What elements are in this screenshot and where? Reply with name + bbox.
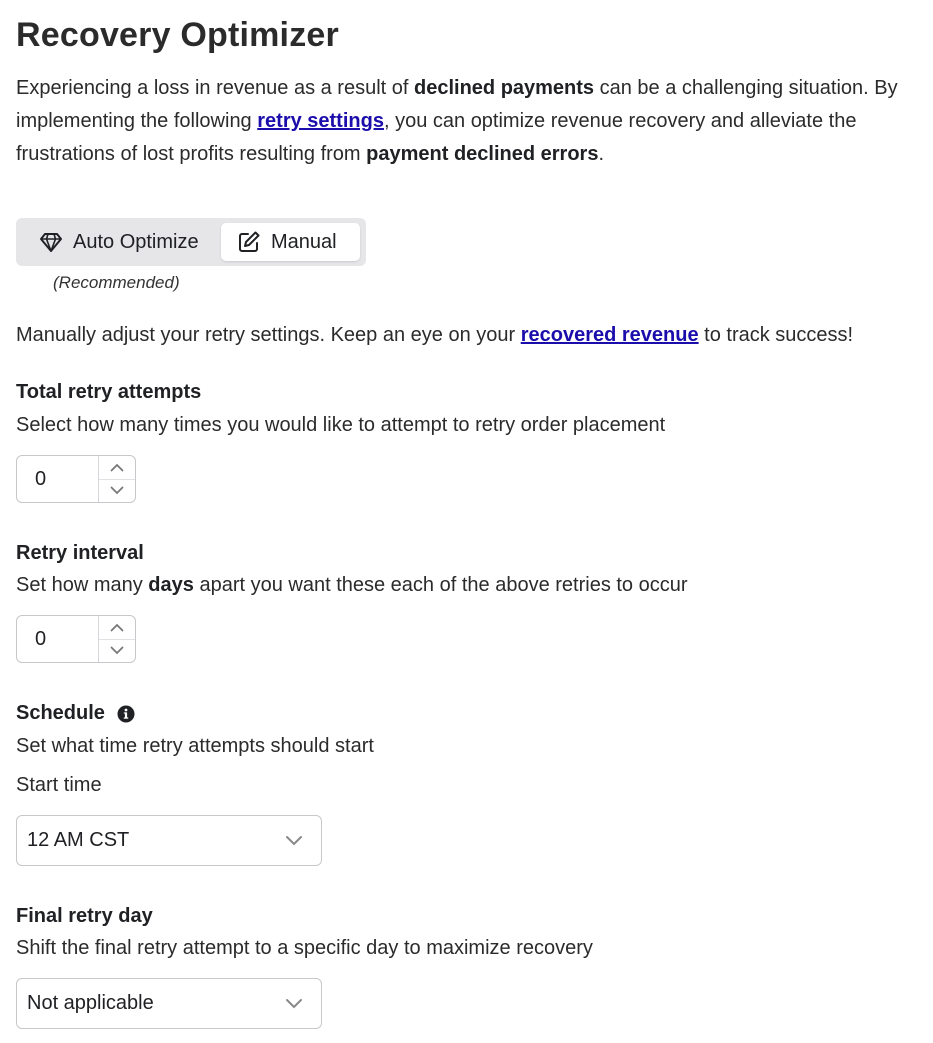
edit-icon (237, 230, 261, 254)
total-retry-increment-button[interactable] (99, 456, 135, 479)
chevron-down-icon (285, 998, 303, 1009)
chevron-up-icon (110, 463, 124, 472)
schedule-description: Set what time retry attempts should start (16, 735, 374, 757)
auto-optimize-label: Auto Optimize (73, 230, 199, 253)
intro-bold-payment-declined-errors: payment declined errors (366, 143, 599, 165)
intro-text-1: Experiencing a loss in revenue as a result of (16, 77, 414, 99)
manual-note (16, 324, 853, 347)
retry-interval-desc-2: apart you want these each of the above retries to occur (193, 574, 688, 596)
final-retry-select[interactable] (16, 978, 322, 1029)
start-time-label: Start time (16, 774, 102, 796)
manual-button[interactable] (221, 223, 360, 261)
total-retry-decrement-button[interactable] (99, 479, 135, 503)
retry-interval-value[interactable]: 0 (35, 627, 47, 650)
retry-interval-description (16, 574, 688, 597)
chevron-up-icon (110, 623, 124, 632)
intro-text-2: can be a challenging situation. By implementing the following (16, 77, 898, 132)
intro-paragraph (16, 72, 926, 171)
retry-interval-desc-1: Set how many (16, 574, 149, 596)
retry-interval-increment-button[interactable] (99, 616, 135, 639)
final-retry-value: Not applicable (27, 992, 154, 1014)
final-retry-title: Final retry day (16, 905, 153, 927)
mode-toggle (16, 218, 366, 266)
recommended-note: (Recommended) (53, 273, 180, 292)
chevron-down-icon (110, 646, 124, 655)
intro-text-4: . (598, 143, 605, 165)
diamond-icon (39, 231, 63, 253)
start-time-select[interactable] (16, 815, 322, 866)
auto-optimize-button[interactable] (21, 223, 221, 261)
retry-interval-stepper[interactable] (16, 615, 136, 663)
total-retry-arrows (98, 456, 135, 502)
retry-interval-title: Retry interval (16, 542, 144, 564)
manual-note-text-2: to track success! (698, 324, 854, 346)
chevron-down-icon (285, 835, 303, 846)
retry-interval-arrows (98, 616, 135, 662)
retry-interval-desc-days: days (148, 574, 194, 596)
final-retry-description: Shift the final retry attempt to a specific day to maximize recovery (16, 937, 593, 959)
manual-note-text-1: Manually adjust your retry settings. Keep an eye on your (16, 324, 521, 346)
total-retry-title: Total retry attempts (16, 381, 202, 403)
total-retry-value[interactable]: 0 (35, 467, 47, 490)
schedule-title-text: Schedule (16, 702, 105, 724)
total-retry-description: Select how many times you would like to attempt to retry order placement (16, 414, 666, 436)
chevron-down-icon (110, 486, 124, 495)
manual-label: Manual (271, 230, 337, 253)
info-icon[interactable] (117, 705, 135, 723)
retry-settings-link[interactable]: retry settings (257, 110, 384, 132)
recovered-revenue-link[interactable]: recovered revenue (520, 324, 699, 346)
intro-text-3: , you can optimize revenue recovery and alleviate the frustrations of lost profits resulting from (16, 110, 857, 165)
total-retry-stepper[interactable] (16, 455, 136, 503)
start-time-value: 12 AM CST (27, 829, 130, 851)
schedule-title (16, 702, 135, 725)
retry-interval-decrement-button[interactable] (99, 639, 135, 663)
page-title: Recovery Optimizer (16, 16, 339, 54)
intro-bold-declined-payments: declined payments (414, 77, 595, 99)
